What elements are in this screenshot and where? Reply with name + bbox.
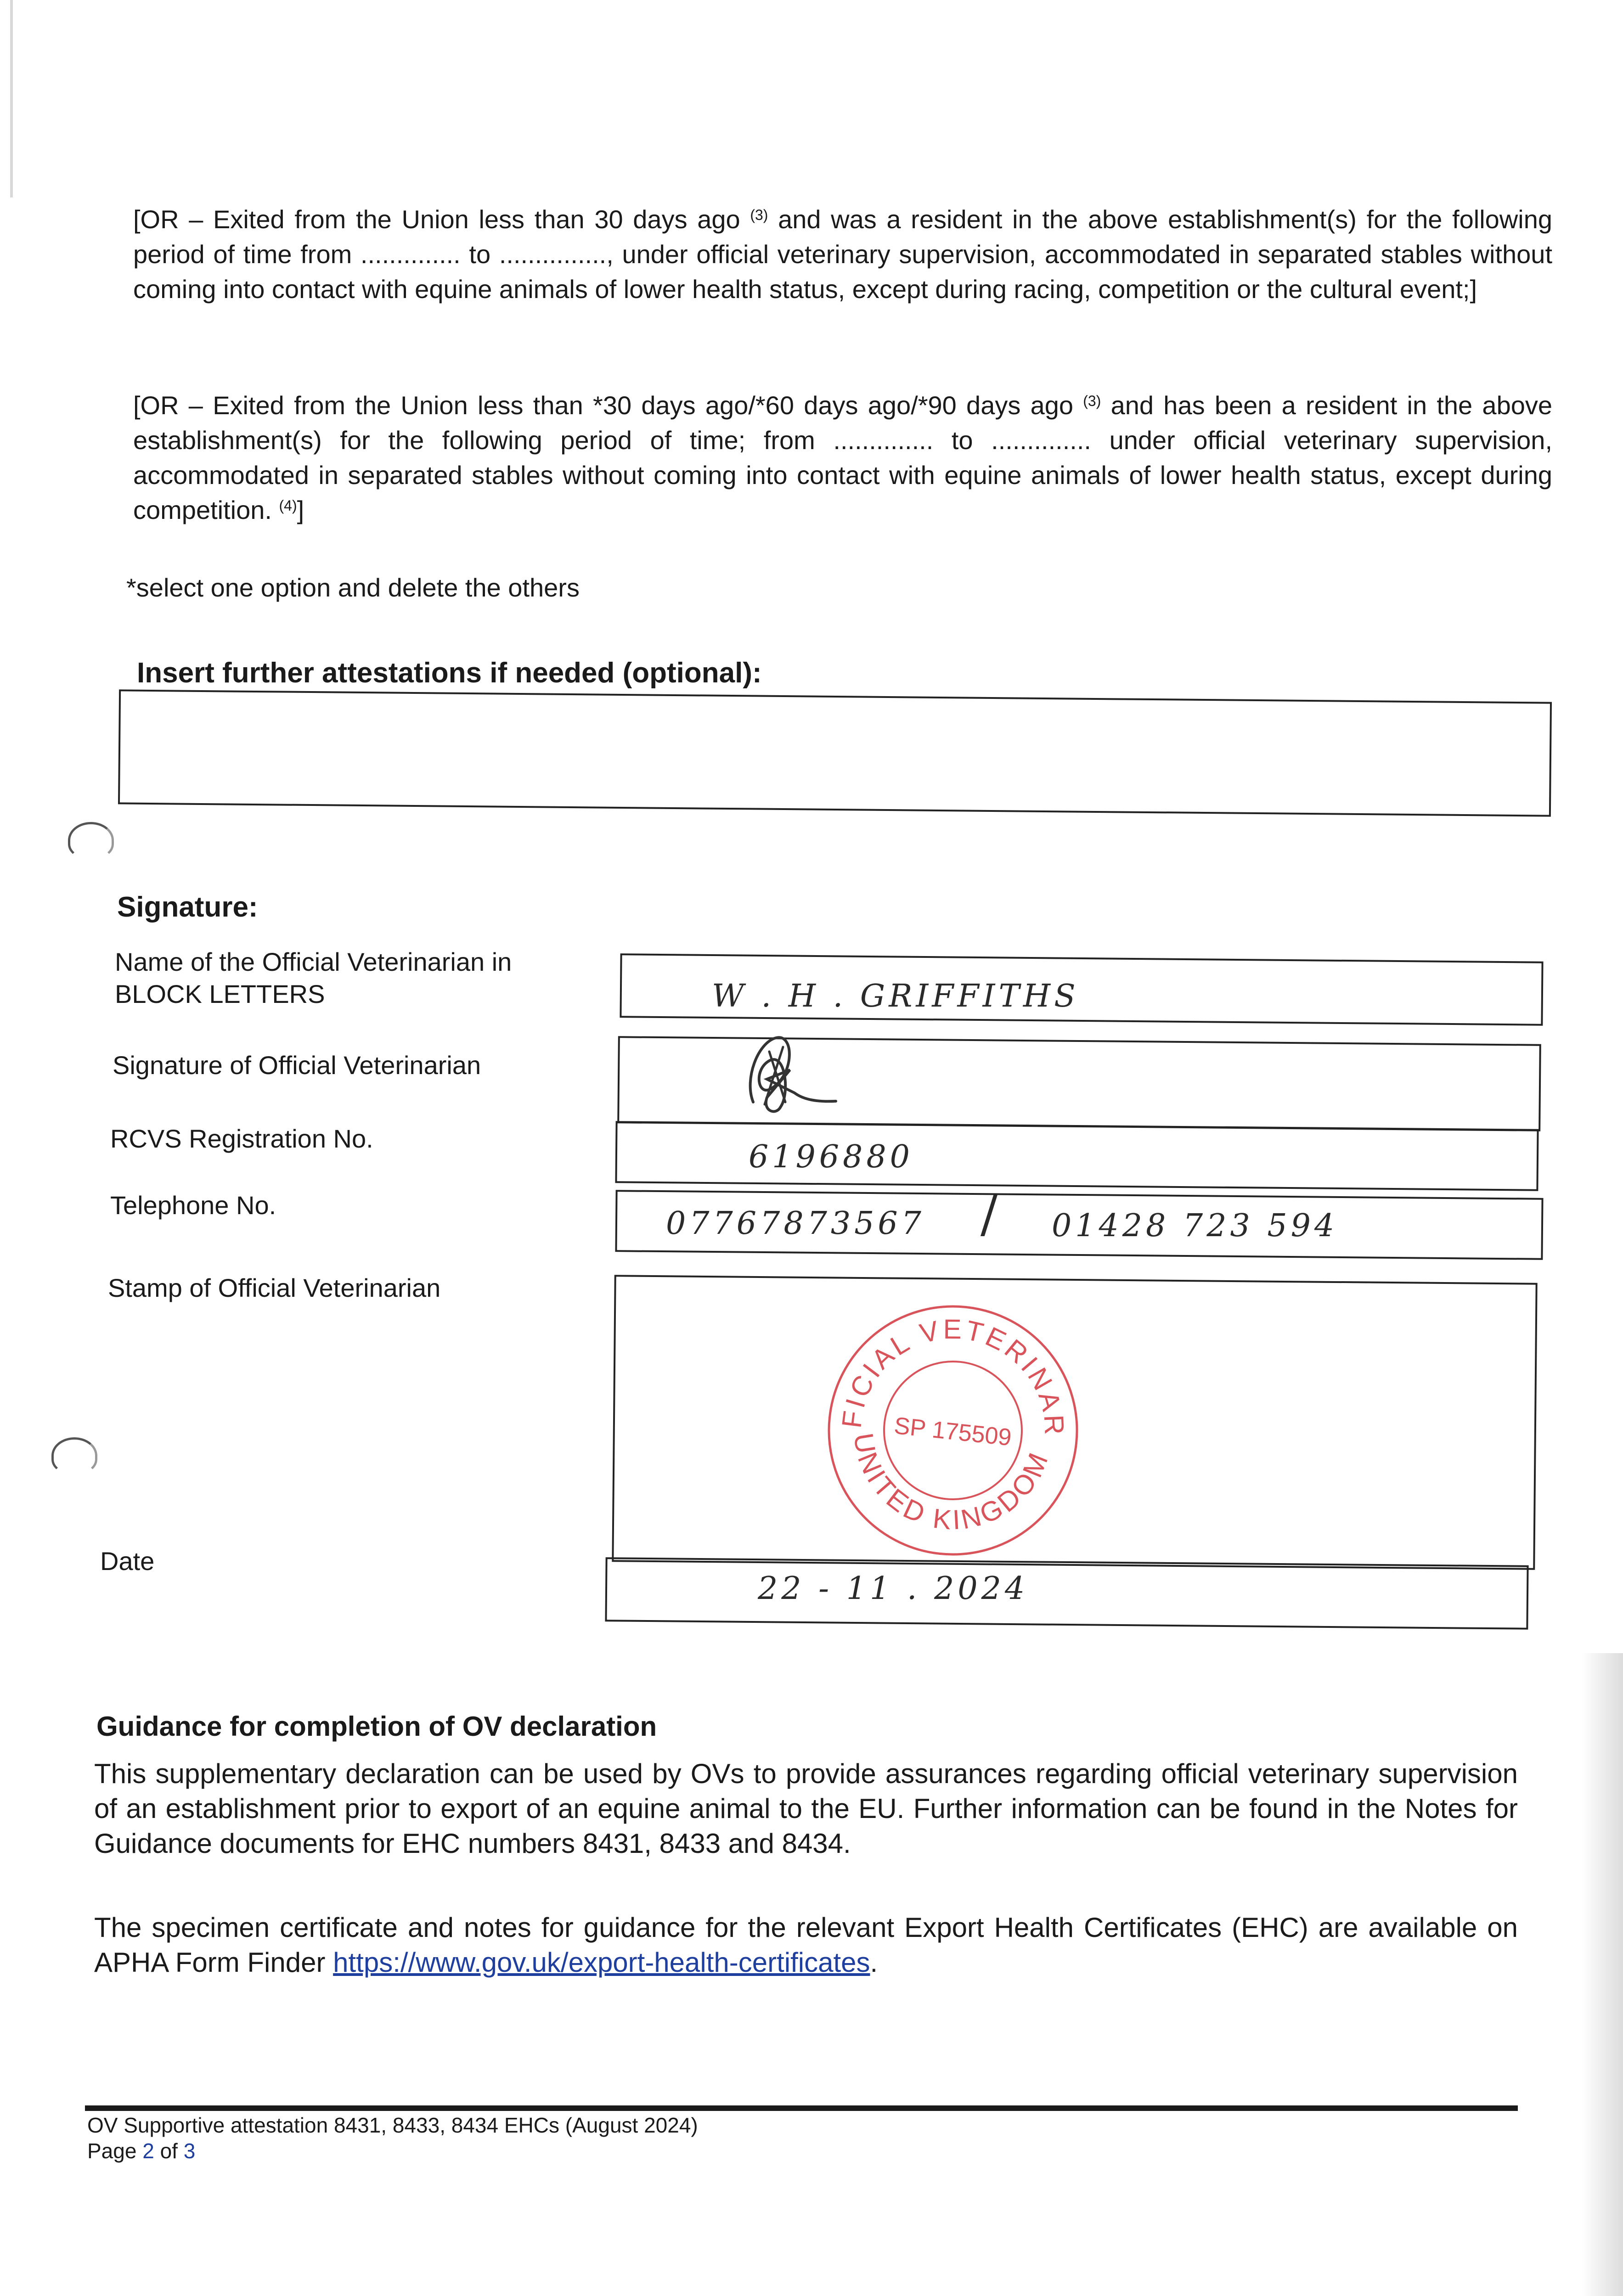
stamp-label: Stamp of Official Veterinarian: [108, 1273, 441, 1302]
export-health-certificates-link[interactable]: https://www.gov.uk/export-health-certificates: [333, 1947, 870, 1978]
date-label: Date: [100, 1547, 155, 1576]
footer-rule: [85, 2105, 1518, 2111]
guidance-paragraph-1: This supplementary declaration can be used by OVs to provide assurances regarding official veterinary supervision of an establishment prior to export of an equine animal to the EU. Further information can be found in the Notes for Guidance documents for EHC numbers 8431, 8433 and 8434.: [94, 1758, 1518, 1859]
punch-hole-mark: [68, 822, 114, 859]
svg-text:UNITED KINGDOM: [839, 1428, 1056, 1546]
signature-heading: Signature:: [117, 891, 258, 923]
further-attestations-heading: Insert further attestations if needed (optional):: [137, 657, 762, 689]
footnote-ref: (3): [750, 207, 768, 223]
scan-margin-line: [10, 0, 13, 197]
official-veterinarian-stamp: [817, 1295, 1088, 1566]
rcvs-label: RCVS Registration No.: [110, 1124, 373, 1153]
telephone-value-2: 01428 723 594: [1052, 1208, 1338, 1244]
paragraph-text: ]: [297, 495, 304, 524]
handwritten-signature: [726, 1024, 845, 1130]
telephone-label: Telephone No.: [110, 1191, 276, 1220]
date-field[interactable]: [605, 1557, 1528, 1630]
further-attestations-field[interactable]: [118, 689, 1552, 816]
signature-label: Signature of Official Veterinarian: [113, 1051, 481, 1080]
date-value: 22 - 11 . 2024: [758, 1570, 1029, 1607]
stamp-code: SP 175509: [893, 1412, 1013, 1452]
telephone-separator: /: [981, 1185, 1002, 1244]
footer-title: OV Supportive attestation 8431, 8433, 8434 EHCs (August 2024): [87, 2113, 698, 2137]
punch-hole-mark: [51, 1437, 97, 1474]
paragraph-text: and was a resident in the above establishment(s) for the following period of time from .............. to ..............., under official veterinary supervision, accommodated in separated stables without coming into contact with equine animals of lower health status, except during racing, competition or the cultural event;]: [133, 205, 1552, 304]
name-value: W . H . GRIFFITHS: [712, 978, 1079, 1014]
stamp-bottom-text: UNITED KINGDOM: [847, 1431, 1055, 1536]
footnote-ref: (4): [279, 497, 297, 514]
guidance-paragraph-2: The specimen certificate and notes for guidance for the relevant Export Health Certificates (EHC) are available on APHA Form Finder https://www.gov.uk/export-health-certificates.: [94, 1912, 1518, 1978]
scan-edge-shadow: [1582, 1653, 1623, 2296]
paragraph-text: and has been a resident in the above establishment(s) for the following period of time; from .............. to .............. under official veterinary supervision, accommodated in separated stables without coming into contact with equine animals of lower health status, except during competition.: [133, 391, 1553, 524]
paragraph-or-multi-days: [133, 388, 1552, 528]
footnote-ref: (3): [1083, 393, 1101, 409]
page-current: 2: [142, 2139, 154, 2163]
page-total: 3: [183, 2139, 196, 2163]
footer: [87, 2112, 698, 2164]
rcvs-value: 6196880: [749, 1139, 913, 1175]
stamp-top-text: OFFICIAL VETERINARIAN: [836, 1313, 1070, 1438]
telephone-value-1: 07767873567: [666, 1205, 925, 1242]
paragraph-text: [OR – Exited from the Union less than *30 days ago/*60 days ago/*90 days ago: [133, 391, 1083, 420]
paragraph-or-30-days: [133, 202, 1552, 307]
page-number: Page 2 of 3: [87, 2139, 196, 2163]
paragraph-text: [OR – Exited from the Union less than 30 days ago: [133, 205, 750, 234]
guidance-text: The specimen certificate and notes for guidance for the relevant Export Health Certificates (EHC) are available on APHA Form Finder: [94, 1912, 1518, 1978]
name-label: Name of the Official Veterinarian in BLOCK LETTERS: [115, 947, 512, 1008]
guidance-heading: Guidance for completion of OV declaration: [96, 1711, 657, 1742]
select-note: *select one option and delete the others: [126, 573, 580, 602]
